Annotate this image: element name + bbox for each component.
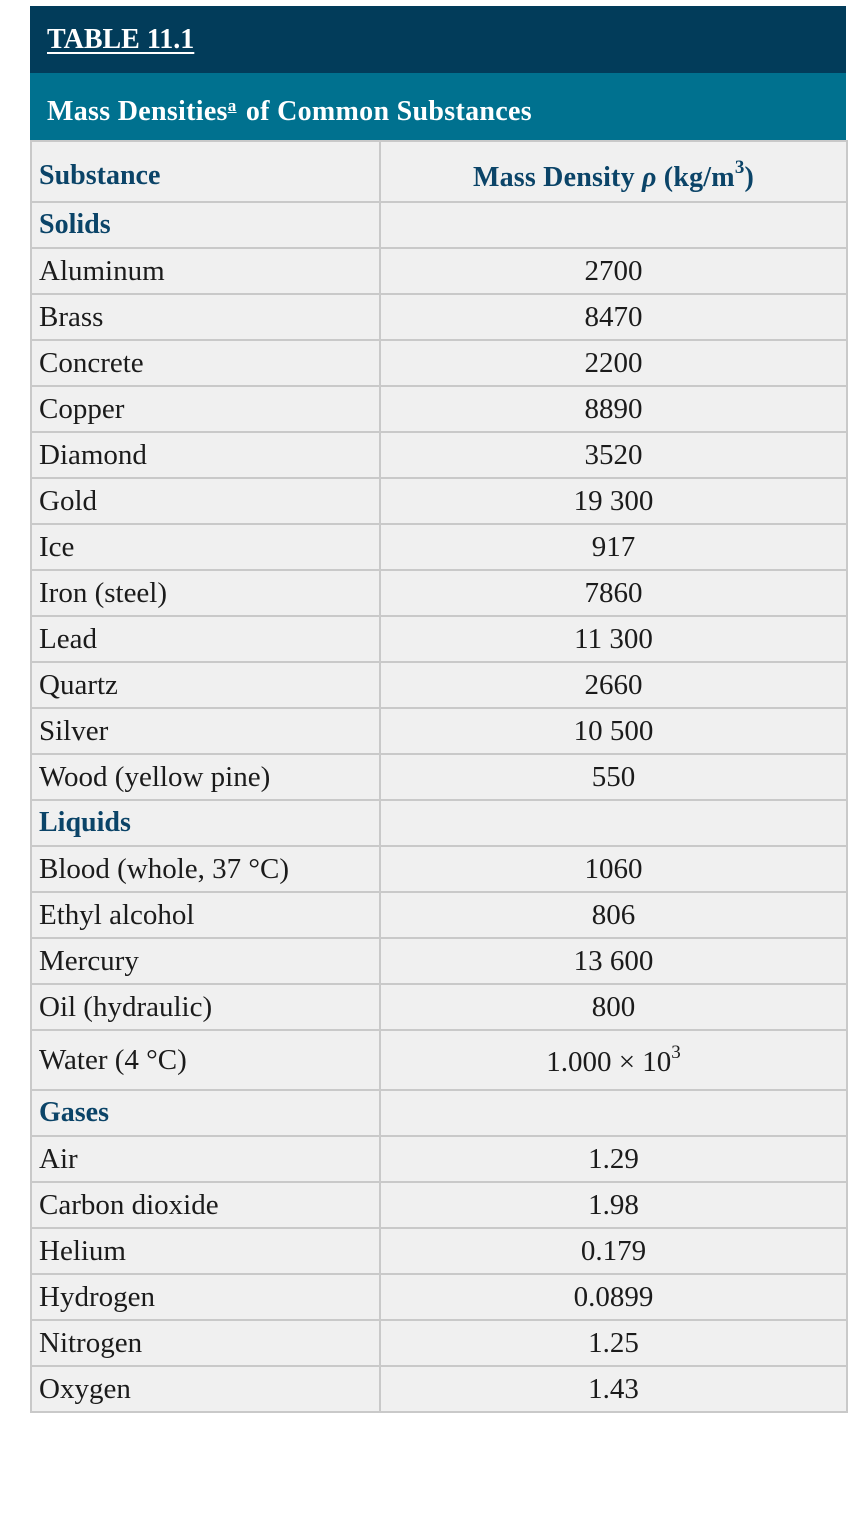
table-row <box>31 340 847 386</box>
density-cell: 10 500 <box>380 708 847 754</box>
density-cell: 550 <box>380 754 847 800</box>
density-cell: 11 300 <box>380 616 847 662</box>
density-cell: 3520 <box>380 432 847 478</box>
header-row <box>31 141 847 202</box>
density-cell: 800 <box>380 984 847 1030</box>
density-header-label: Mass Density <box>472 162 642 193</box>
table-row <box>31 1274 847 1320</box>
caption-text-start: Mass Densities <box>47 95 228 127</box>
substance-cell: Carbon dioxide <box>31 1182 380 1228</box>
density-cell: 0.0899 <box>380 1274 847 1320</box>
substance-cell: Mercury <box>31 938 380 984</box>
density-cell: 1.29 <box>380 1136 847 1182</box>
density-value: 1.000 × 10 <box>546 1045 672 1078</box>
density-cell: 2700 <box>380 248 847 294</box>
substance-cell: Quartz <box>31 662 380 708</box>
substance-cell: Lead <box>31 616 380 662</box>
density-cell: 917 <box>380 524 847 570</box>
substance-cell: Iron (steel) <box>31 570 380 616</box>
substance-column-header: Substance <box>31 141 380 202</box>
substance-cell: Ethyl alcohol <box>31 892 380 938</box>
density-cell: 13 600 <box>380 938 847 984</box>
density-table <box>30 140 848 1413</box>
table-row <box>31 1030 847 1090</box>
substance-cell: Brass <box>31 294 380 340</box>
table-row <box>31 248 847 294</box>
substance-cell: Oxygen <box>31 1366 380 1412</box>
density-cell: 8890 <box>380 386 847 432</box>
table-row <box>31 616 847 662</box>
density-cell: 1.98 <box>380 1182 847 1228</box>
footnote-marker[interactable]: a <box>227 95 237 115</box>
density-cell: 1.43 <box>380 1366 847 1412</box>
density-cell <box>380 1030 847 1090</box>
substance-cell: Hydrogen <box>31 1274 380 1320</box>
table-row <box>31 754 847 800</box>
substance-cell: Diamond <box>31 432 380 478</box>
substance-cell: Blood (whole, 37 °C) <box>31 846 380 892</box>
table-row <box>31 938 847 984</box>
category-label: Liquids <box>31 800 380 846</box>
density-exponent: 3 <box>671 1041 681 1063</box>
category-row <box>31 202 847 248</box>
table-row <box>31 708 847 754</box>
density-unit-exponent: 3 <box>734 157 745 178</box>
density-column-header <box>380 141 847 202</box>
table-row <box>31 892 847 938</box>
substance-cell: Air <box>31 1136 380 1182</box>
density-table-figure <box>30 6 846 1413</box>
category-empty-cell <box>380 800 847 846</box>
substance-cell: Gold <box>31 478 380 524</box>
substance-cell: Nitrogen <box>31 1320 380 1366</box>
category-label: Gases <box>31 1090 380 1136</box>
density-cell: 19 300 <box>380 478 847 524</box>
density-cell: 7860 <box>380 570 847 616</box>
density-cell: 0.179 <box>380 1228 847 1274</box>
table-row <box>31 570 847 616</box>
density-cell: 806 <box>380 892 847 938</box>
table-row <box>31 662 847 708</box>
table-body <box>31 202 847 1412</box>
table-row <box>31 1136 847 1182</box>
density-cell: 2660 <box>380 662 847 708</box>
substance-cell: Copper <box>31 386 380 432</box>
caption-band <box>30 73 846 140</box>
table-row <box>31 432 847 478</box>
category-empty-cell <box>380 1090 847 1136</box>
table-row <box>31 1228 847 1274</box>
caption-text-end: of Common Substances <box>238 95 532 127</box>
density-cell: 1.25 <box>380 1320 847 1366</box>
table-row <box>31 1182 847 1228</box>
density-unit-close: ) <box>744 162 755 193</box>
density-unit-open: (kg/m <box>656 162 735 193</box>
category-row <box>31 800 847 846</box>
category-label: Solids <box>31 202 380 248</box>
density-cell: 8470 <box>380 294 847 340</box>
table-row <box>31 1366 847 1412</box>
substance-cell: Oil (hydraulic) <box>31 984 380 1030</box>
table-row <box>31 1320 847 1366</box>
table-row <box>31 846 847 892</box>
table-row <box>31 984 847 1030</box>
density-cell: 2200 <box>380 340 847 386</box>
density-cell: 1060 <box>380 846 847 892</box>
table-row <box>31 524 847 570</box>
table-row <box>31 478 847 524</box>
substance-cell: Aluminum <box>31 248 380 294</box>
table-row <box>31 294 847 340</box>
table-row <box>31 386 847 432</box>
substance-cell: Wood (yellow pine) <box>31 754 380 800</box>
substance-cell: Concrete <box>31 340 380 386</box>
table-caption <box>47 96 532 128</box>
table-number-band <box>30 6 846 73</box>
substance-cell: Helium <box>31 1228 380 1274</box>
substance-cell: Silver <box>31 708 380 754</box>
substance-cell: Water (4 °C) <box>31 1030 380 1090</box>
category-empty-cell <box>380 202 847 248</box>
table-number: TABLE 11.1 <box>47 23 195 55</box>
category-row <box>31 1090 847 1136</box>
rho-symbol: ρ <box>641 162 657 193</box>
substance-cell: Ice <box>31 524 380 570</box>
